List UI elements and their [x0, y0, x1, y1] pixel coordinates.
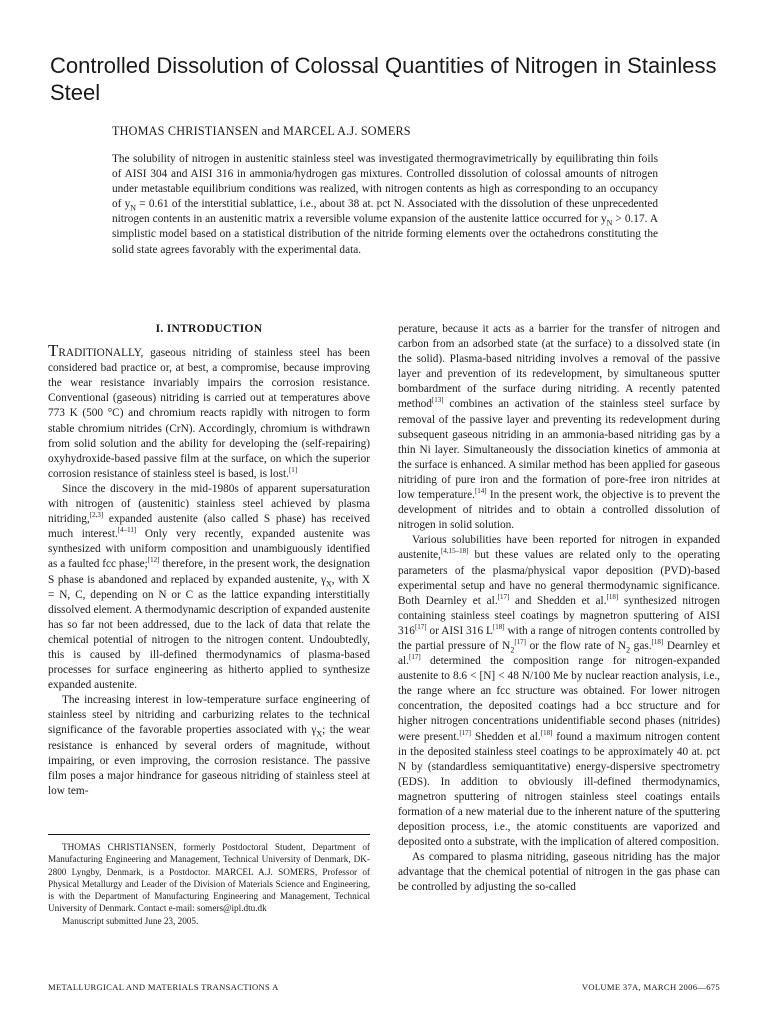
footnote-rule — [48, 834, 370, 835]
intro-paragraph-3: The increasing interest in low-temperature surface engineering of stainless steel by nitriding and carburizing relates to the technical significance of the favorable properties associated with $\gamma_X$; the wear resistance is enhanced by several orders of magnitude, without impairing, or even improving, the corrosion resistance. The passive film poses a major hindrance for gaseous nitriding of stainless steel at low tem- — [48, 694, 370, 797]
intro-paragraph-2: Since the discovery in the mid-1980s of apparent supersaturation with nitrogen of (austenitic) stainless steel achieved by plasma nitriding,[2,3] expanded austenite (also called S phase) has received much interest.[4–11] Only very recently, expanded austenite was synthesized with uniform composition and unambiguously identified as a faulted fcc phase;[12] therefore, in the present work, the designation S phase is abandoned and replaced by expanded austenite, $\gamma_X$, with X = N, C, depending on N or C as the lattice expanding interstitially dissolved element. A thermodynamic description of expanded austenite has so far not been addressed, due to the lack of data that relate the chemical potential of nitrogen to the nitrogen content. Undoubtedly, this is caused by ill-defined thermodynamics of plasma-based processes for surface engineering as hitherto applied to synthesize expanded austenite. — [48, 482, 371, 692]
journal-footer: METALLURGICAL AND MATERIALS TRANSACTIONS A — [48, 982, 279, 992]
affiliation-note: THOMAS CHRISTIANSEN, formerly Postdoctoral Student, Department of Manufacturing Engineering and Management, Technical University of Denmark, DK-2800 Lyngby, Denmark, is a Postdoctor. MARCEL A.J. SOMERS, Professor of Physical Metallurgy and Leader of the Division of Materials Science and Engineering, is with the Department of Manufacturing Engineering and Management, Technical University of Denmark. Contact e-mail: somers@ipl.dtu.dk — [48, 842, 370, 914]
intro-paragraph-1: TRADITIONALLY, gaseous nitriding of stainless steel has been considered bad practice or, at best, a compromise, because improving the wear resistance invariably impairs the corrosion resistance. Conventional (gaseous) nitriding is carried out at temperatures above 773 K (500 °C) and chromium reacts rapidly with nitrogen to form stable chromium nitrides (CrN). Accordingly, chromium is withdrawn from solid solution and the ability for developing the (self-repairing) oxyhydroxide-based passive film at the surface, on which the superior corrosion resistance of stainless steel is based, is lost.[1] — [48, 341, 370, 480]
paper-title: Controlled Dissolution of Colossal Quantities of Nitrogen in Stainless Steel — [50, 53, 717, 105]
page-footer: VOLUME 37A, MARCH 2006—675 — [581, 982, 720, 992]
right-column — [398, 322, 720, 896]
author-line: THOMAS CHRISTIANSEN and MARCEL A.J. SOMERS — [112, 124, 411, 138]
intro-paragraph-3-continued: perature, because it acts as a barrier for the transfer of nitrogen and carbon from an adsorbed state (at the surface) to a dissolved state (in the solid). Plasma-based nitriding involves a removal of the passive layer and prevention of its redevelopment, by simultaneous sputter bombardment of the surface during nitriding. A recently patented method[13] combines an activation of the stainless steel surface by removal of the passive layer and preventing its redevelopment during subsequent gaseous nitriding in an ammonia-based nitriding gas by a thin Ni layer. Simultaneously the dissociation kinetics of ammonia at the surface is enhanced. A similar method has been applied for gaseous nitriding of pure iron and the formation of pore-free iron nitrides at low temperature.[14] In the present work, the objective is to prevent the development of nitrides and to obtain a controlled dissolution of nitrogen in solid solution. — [398, 323, 720, 532]
abstract: The solubility of nitrogen in austenitic stainless steel was investigated thermogravimetrically by equilibrating thin foils of AISI 304 and AISI 316 in ammonia/hydrogen gas mixtures. Controlled dissolution of colossal amounts of nitrogen under metastable equilibrium conditions was realized, with nitrogen contents as high as corresponding to an occupancy of $y_N = 0.61$ of the interstitial sublattice, i.e., about 38 at. pct N. Associated with the dissolution of these unprecedented nitrogen contents in an austenitic matrix a reversible volume expansion of the austenite lattice occurred for $y_N > 0.17$. A simplistic model based on a statistical distribution of the nitride forming elements over the octahedrons constituting the solid state agrees favorably with the experimental data. — [112, 153, 658, 256]
left-column — [48, 322, 370, 799]
submission-note: Manuscript submitted June 23, 2005. — [62, 915, 199, 926]
intro-paragraph-4: Various solubilities have been reported for nitrogen in expanded austenite,[4,15–18] but these values are related only to the operating parameters of the plasma/physical vapor deposition (PVD)-based experimental setup and have no general thermodynamic significance. Both Dearnley et al.[17] and Shedden et al.[18] synthesized nitrogen containing stainless steel coatings by magnetron sputtering of AISI 316[17] or AISI 316 L[18] with a range of nitrogen contents controlled by the partial pressure of $N_2[17]$ or the flow rate of $N_2$ gas.[18] Dearnley et al.[17] determined the composition range for nitrogen-expanded austenite to 8.6 < [N] < 48 N/100 Me by nuclear reaction analysis, i.e., the range where an fcc structure was obtained. For lower nitrogen concentration, the deposited coatings had a bcc structure and for higher nitrogen concentrations unidentifiable second phases (nitrides) were present.[17] Shedden et al.[18] found a maximum nitrogen content in the deposited stainless steel coatings to be approximately 40 at. pct N by (standardless semiquantitative) energy-dispersive spectrometry (EDS). In addition to obviously ill-defined thermodynamics, magnetron sputtering of nitrogen stainless steel coatings entails formation of a new material due to the inherent nature of the sputtering deposition process, i.e., the atomic constituents are vaporized and deposited onto a substrate, with the implication of altered composition. — [398, 534, 721, 849]
section-heading: I. INTRODUCTION — [155, 323, 263, 335]
author-footnote — [48, 841, 370, 927]
intro-paragraph-5: As compared to plasma nitriding, gaseous nitriding has the major advantage that the chemical potential of nitrogen in the gas phase can be controlled by adjusting the so-called — [398, 851, 720, 894]
